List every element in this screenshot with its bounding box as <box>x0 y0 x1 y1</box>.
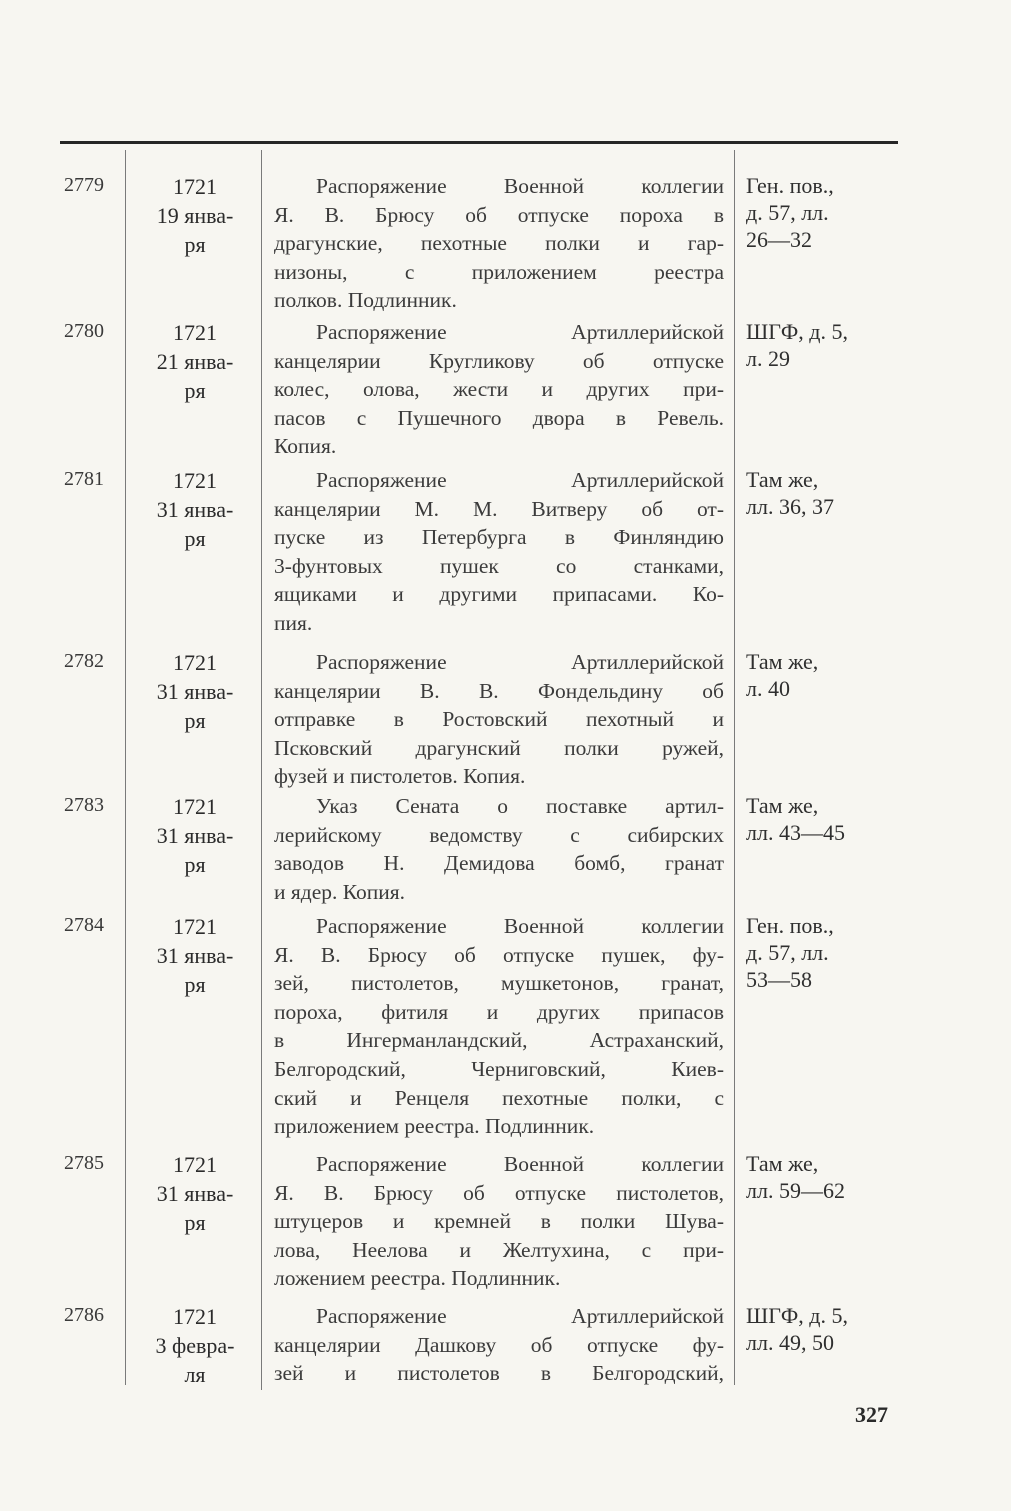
entry-reference <box>746 648 906 702</box>
entry-number: 2786 <box>64 1304 104 1326</box>
entry-number: 2785 <box>64 1152 104 1174</box>
reference-line: д. 57, лл. <box>746 200 829 225</box>
description-line: Распоряжение Артиллерийской <box>316 320 724 344</box>
date-line: 31 янва- <box>156 497 234 522</box>
date-line: 1721 <box>173 794 217 819</box>
description-line: 3-фунтовых пушек со станками, <box>274 553 724 578</box>
description-line: Распоряжение Артиллерийской <box>316 650 724 674</box>
description-line: заводов Н. Демидова бомб, гранат <box>274 851 724 876</box>
date-line: ря <box>184 1210 206 1235</box>
reference-line: л. 40 <box>746 676 790 701</box>
date-line: 19 янва- <box>156 203 234 228</box>
description-line: Псковский драгунский полки ружей, <box>274 735 724 760</box>
description-line: пасов с Пушечного двора в Ревель. <box>274 405 724 430</box>
entry-date <box>130 318 260 405</box>
description-line: ский и Ренцеля пехотные полки, с <box>274 1085 724 1110</box>
reference-line: Там же, <box>746 793 819 818</box>
entry-number: 2780 <box>64 320 104 342</box>
description-line: отправке в Ростовский пехотный и <box>274 707 724 732</box>
description-line: пуске из Петербурга в Финляндию <box>274 525 724 550</box>
description-line: канцелярии М. М. Витверу об от- <box>274 496 724 521</box>
date-line: 31 янва- <box>156 943 234 968</box>
date-line: 21 янва- <box>156 349 234 374</box>
entry-date <box>130 912 260 999</box>
description-line: приложением реестра. Подлинник. <box>274 1114 595 1139</box>
reference-line: 26—32 <box>746 227 812 252</box>
entry-number: 2779 <box>64 174 104 196</box>
date-line: ря <box>184 232 206 257</box>
page-number: 327 <box>855 1402 888 1427</box>
description-line: канцелярии Дашкову об отпуске фу- <box>274 1332 724 1357</box>
description-line: низоны, с приложением реестра <box>274 259 724 284</box>
date-line: ря <box>184 972 206 997</box>
column-divider-3 <box>734 150 735 1385</box>
reference-line: 53—58 <box>746 967 812 992</box>
description-line: полков. Подлинник. <box>274 288 457 313</box>
description-line: фузей и пистолетов. Копия. <box>274 764 526 789</box>
reference-line: Там же, <box>746 1151 819 1176</box>
date-line: 1721 <box>173 1304 217 1329</box>
date-line: 1721 <box>173 320 217 345</box>
date-line: 31 янва- <box>156 823 234 848</box>
reference-line: л. 29 <box>746 346 790 371</box>
description-line: в Ингерманландский, Астраханский, <box>274 1028 724 1053</box>
description-line: Распоряжение Военной коллегии <box>316 914 724 938</box>
date-line: 31 янва- <box>156 1181 234 1206</box>
description-line: пороха, фитиля и других припасов <box>274 999 724 1024</box>
date-line: ря <box>184 526 206 551</box>
entry-description <box>274 912 724 1141</box>
date-line: 1721 <box>173 650 217 675</box>
reference-line: ШГФ, д. 5, <box>746 319 848 344</box>
date-line: 1721 <box>173 468 217 493</box>
description-line: канцелярии В. В. Фондельдину об <box>274 678 724 703</box>
entry-description <box>274 466 724 638</box>
entry-reference <box>746 912 906 993</box>
reference-line: лл. 49, 50 <box>746 1330 834 1355</box>
entry-reference <box>746 1302 906 1356</box>
entry-date <box>130 792 260 879</box>
description-line: штуцеров и кремней в полки Шува- <box>274 1209 724 1234</box>
description-line: ящиками и другими припасами. Ко- <box>274 582 724 607</box>
entry-number: 2782 <box>64 650 104 672</box>
reference-line: Там же, <box>746 467 819 492</box>
description-line: Я. В. Брюсу об отпуске пороха в <box>274 202 724 227</box>
description-line: Распоряжение Артиллерийской <box>316 1304 724 1328</box>
entry-number: 2783 <box>64 794 104 816</box>
entry-date <box>130 1150 260 1237</box>
description-line: зей и пистолетов в Белгородский, <box>274 1361 724 1386</box>
entry-number: 2781 <box>64 468 104 490</box>
date-line: 1721 <box>173 1152 217 1177</box>
reference-line: лл. 43—45 <box>746 820 845 845</box>
description-line: Распоряжение Военной коллегии <box>316 1152 724 1176</box>
column-divider-2 <box>261 150 262 1390</box>
date-line: 1721 <box>173 914 217 939</box>
entry-reference <box>746 792 906 846</box>
entry-description <box>274 1302 724 1388</box>
date-line: 1721 <box>173 174 217 199</box>
date-line: 3 февра- <box>155 1333 235 1358</box>
entry-date <box>130 466 260 553</box>
description-line: лерийскому ведомству с сибирских <box>274 822 724 847</box>
date-line: ля <box>184 1362 206 1387</box>
entry-number: 2784 <box>64 914 104 936</box>
description-line: канцелярии Кругликову об отпуске <box>274 348 724 373</box>
description-line: Указ Сената о поставке артил- <box>316 794 724 818</box>
description-line: ложением реестра. Подлинник. <box>274 1266 561 1291</box>
entry-description <box>274 1150 724 1293</box>
description-line: лова, Неелова и Желтухина, с при- <box>274 1237 724 1262</box>
date-line: 31 янва- <box>156 679 234 704</box>
reference-line: лл. 59—62 <box>746 1178 845 1203</box>
description-line: зей, пистолетов, мушкетонов, гранат, <box>274 971 724 996</box>
description-line: колес, олова, жести и других при- <box>274 377 724 402</box>
entry-reference <box>746 466 906 520</box>
reference-line: лл. 36, 37 <box>746 494 834 519</box>
description-line: пия. <box>274 610 313 635</box>
entry-date <box>130 172 260 259</box>
reference-line: Там же, <box>746 649 819 674</box>
entry-reference <box>746 172 906 253</box>
date-line: ря <box>184 378 206 403</box>
entry-description <box>274 792 724 906</box>
entry-description <box>274 172 724 315</box>
column-divider-1 <box>125 150 126 1385</box>
entry-description <box>274 318 724 461</box>
top-rule <box>60 141 898 144</box>
entry-date <box>130 648 260 735</box>
reference-line: Ген. пов., <box>746 173 834 198</box>
entry-reference <box>746 318 906 372</box>
entry-reference <box>746 1150 906 1204</box>
description-line: Распоряжение Артиллерийской <box>316 468 724 492</box>
description-line: Распоряжение Военной коллегии <box>316 174 724 198</box>
description-line: Белгородский, Черниговский, Киев- <box>274 1056 724 1081</box>
reference-line: Ген. пов., <box>746 913 834 938</box>
description-line: Я. В. Брюсу об отпуске пушек, фу- <box>274 942 724 967</box>
entry-description <box>274 648 724 791</box>
description-line: и ядер. Копия. <box>274 879 406 904</box>
reference-line: ШГФ, д. 5, <box>746 1303 848 1328</box>
date-line: ря <box>184 708 206 733</box>
reference-line: д. 57, лл. <box>746 940 829 965</box>
description-line: Копия. <box>274 434 337 459</box>
description-line: Я. В. Брюсу об отпуске пистолетов, <box>274 1180 724 1205</box>
description-line: драгунские, пехотные полки и гар- <box>274 231 724 256</box>
date-line: ря <box>184 852 206 877</box>
entry-date <box>130 1302 260 1389</box>
